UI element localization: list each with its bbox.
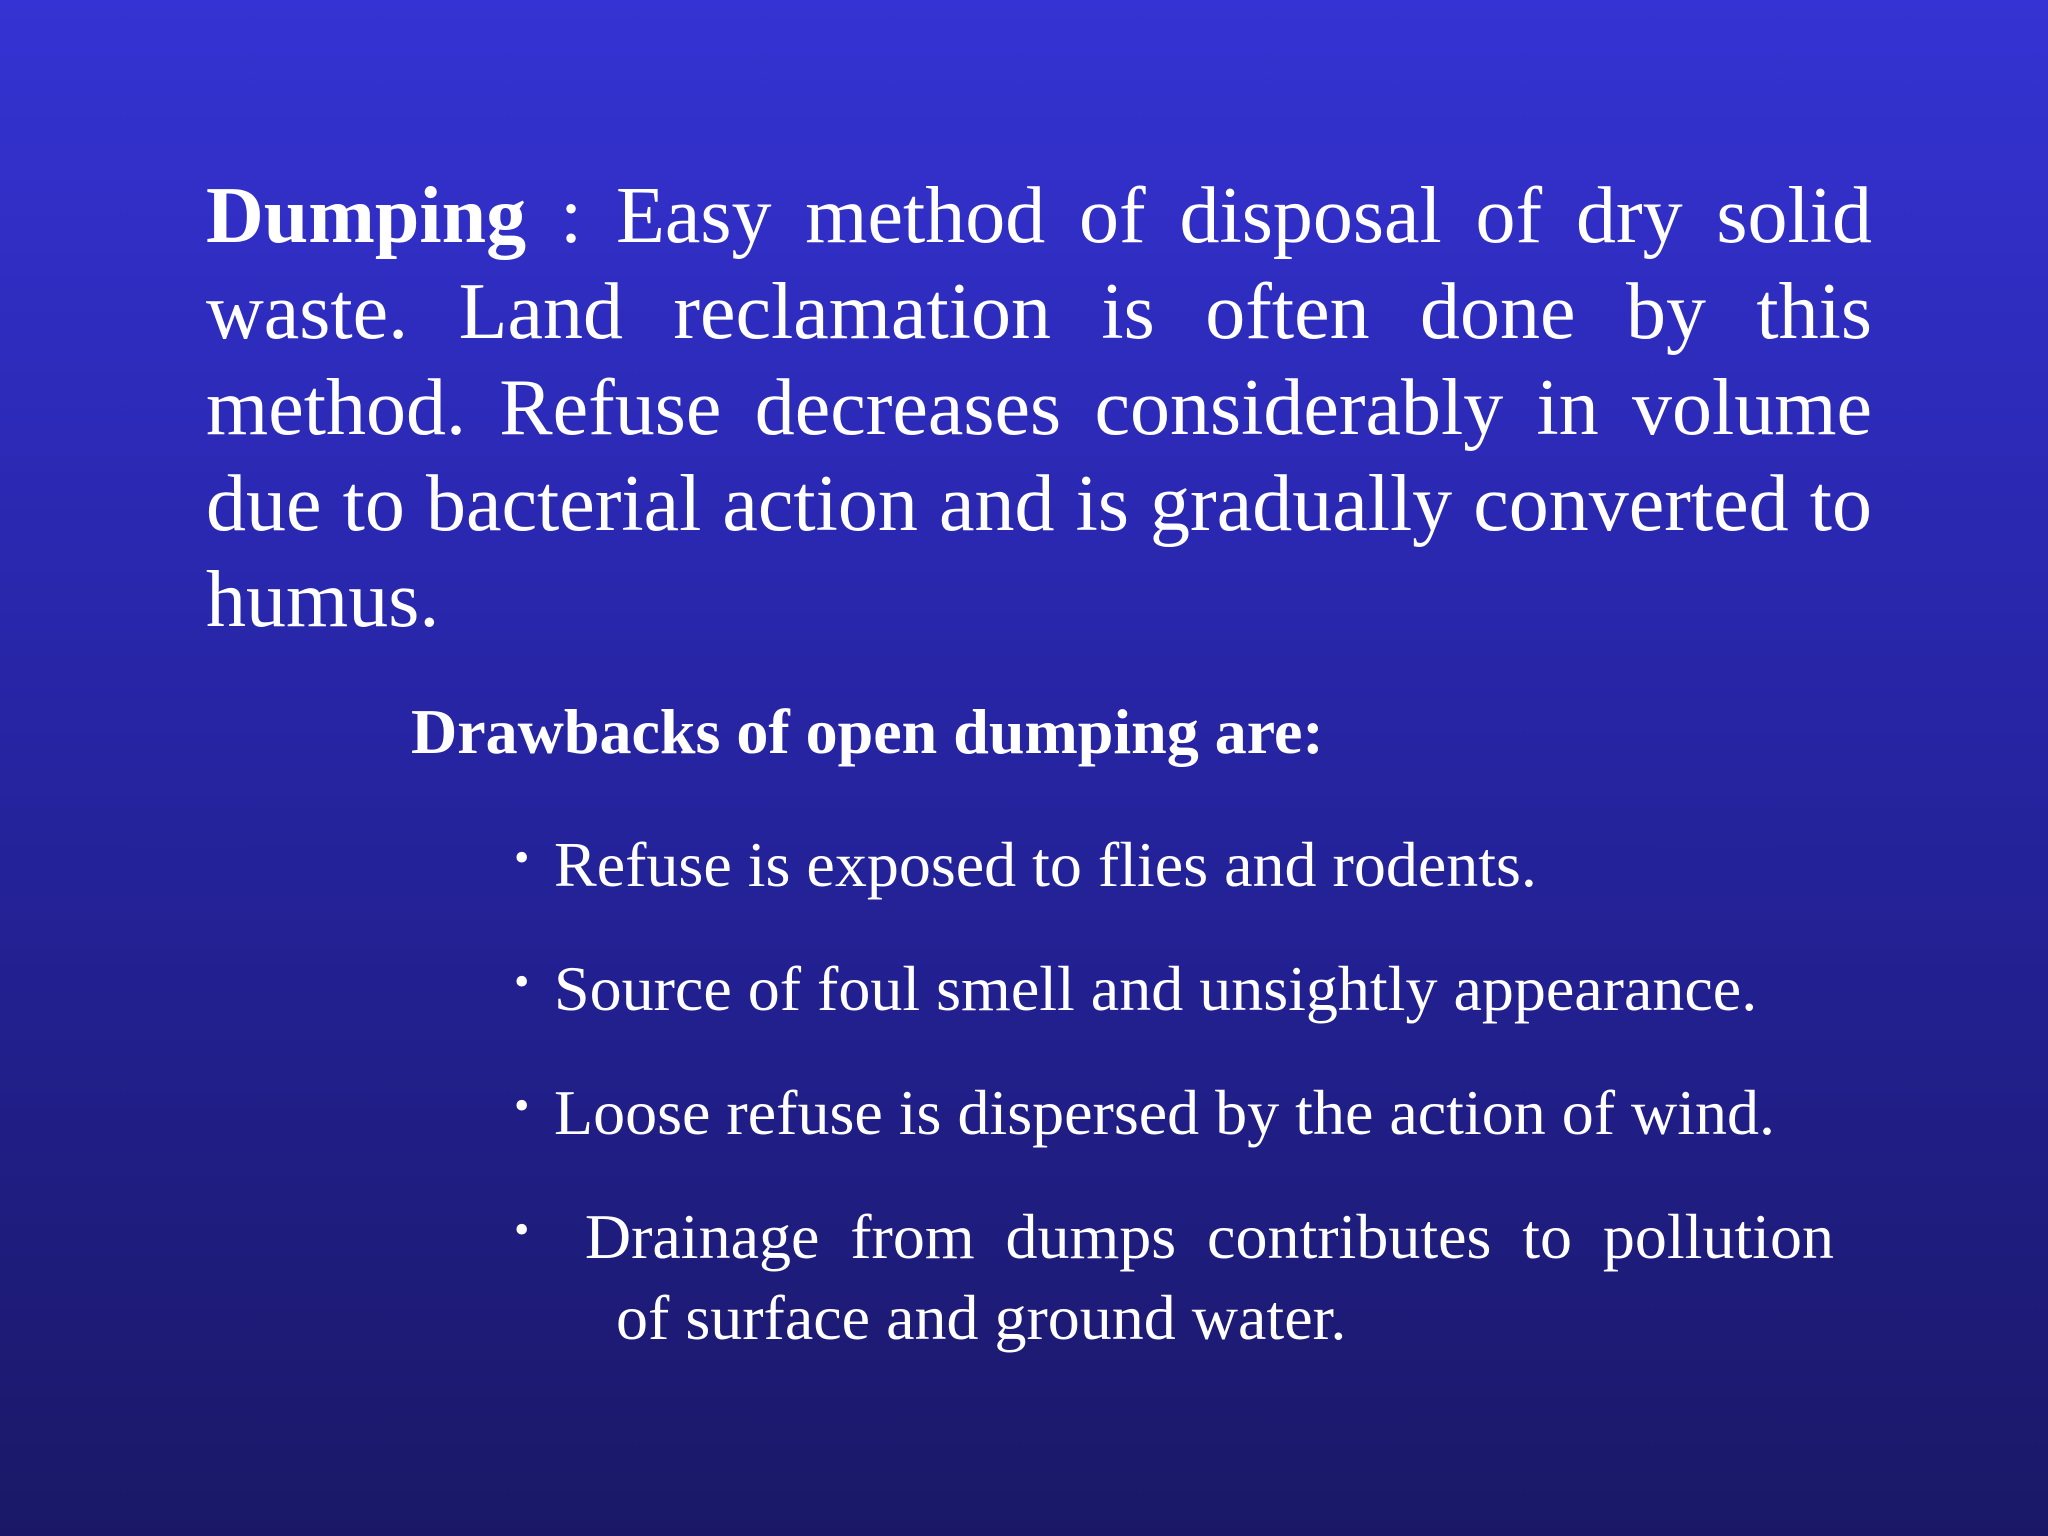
bullet-icon: • (514, 833, 530, 882)
list-item-text: Loose refuse is dispersed by the action of wind. (554, 1077, 1776, 1148)
drawbacks-heading: Drawbacks of open dumping are: (411, 696, 1324, 767)
bullet-icon: • (514, 957, 530, 1006)
list-item-text: Drainage from dumps contributes to pollution (584, 1201, 1835, 1272)
list-item-text: Refuse is exposed to flies and rodents. (554, 829, 1537, 900)
list-item-text: Source of foul smell and unsightly appearance. (554, 953, 1758, 1024)
intro-text: : Easy method of disposal of dry solid waste. Land reclamation is often done by this method. Refuse decreases considerably in volume due to bacterial action and is gradually converted to humus. (206, 172, 1872, 644)
list-item (514, 1066, 1775, 1153)
bullet-icon: • (514, 1081, 530, 1130)
bullet-icon: • (514, 1205, 530, 1254)
list-item (514, 818, 1537, 905)
intro-paragraph (206, 168, 1872, 648)
intro-term: Dumping (206, 172, 527, 260)
list-item (514, 1190, 1844, 1359)
list-item-line-2: of surface and ground water. (616, 1282, 1347, 1353)
list-item-line-1 (514, 1190, 1834, 1277)
list-item (514, 942, 1757, 1029)
